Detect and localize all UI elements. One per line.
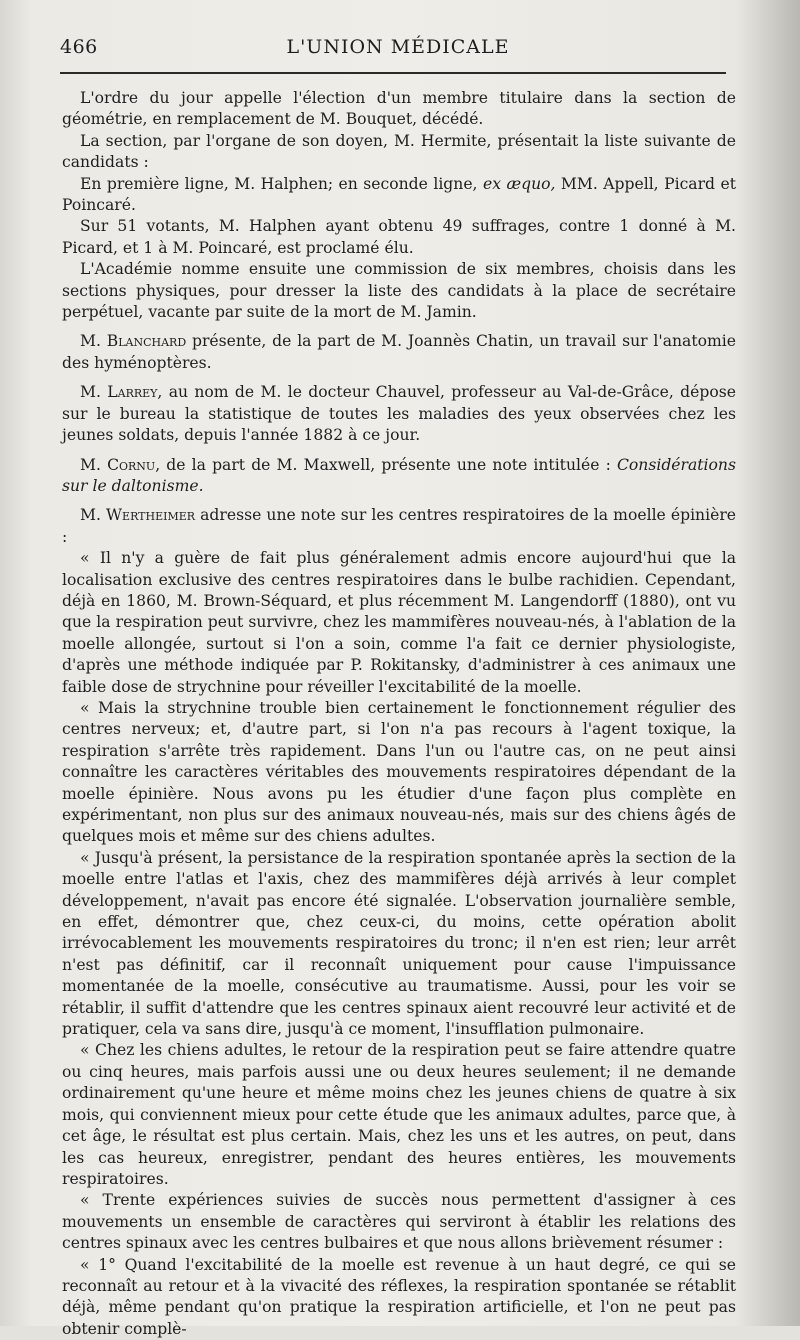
page-number: 466: [60, 36, 98, 58]
italic-text: Considérations sur le daltonisme.: [62, 455, 736, 495]
journal-title: L'UNION MÉDICALE: [286, 36, 510, 58]
text-run: présente, de la part de M. Joannès Chatin, un travail sur l'anatomie des hyménoptères.: [62, 332, 736, 372]
text-run: adresse une note sur les centres respiratoires de la moelle épinière :: [62, 506, 736, 546]
text-run: Sur 51 votants, M. Halphen ayant obtenu 49 suffrages, contre 1 donné à M. Picard, et 1 à M. Poincaré, est proclamé élu.: [62, 217, 736, 257]
author-name: Cornu: [107, 455, 156, 474]
text-run: L'ordre du jour appelle l'élection d'un membre titulaire dans la section de géométrie, en remplacement de M. Bouquet, décédé.: [62, 89, 736, 129]
paragraph-p7: [62, 382, 736, 446]
text-run: « Jusqu'à présent, la persistance de la respiration spontanée après la section de la moelle entre l'atlas et l'axis, chez des mammifères déjà arrivés à leur complet développement, n'avait pas encore été signalée. L'observation journalière semble, en effet, démontrer que, chez ceux-ci, du moins, cette opération abolit irrévocablement les mouvements respiratoires du tronc; il n'en est rien; leur arrêt n'est pas définitif, car il reconnaît uniquement pour cause l'impuissance momentanée de la moelle, consécutive au traumatisme. Aussi, pour les voir se rétablir, il suffit d'attendre que les centres spinaux aient recouvré leur activité et de pratiquer, cela va sans dire, jusqu'à ce moment, l'insufflation pulmonaire.: [62, 848, 736, 1039]
text-run: « Chez les chiens adultes, le retour de la respiration peut se faire attendre quatre ou cinq heures, mais parfois aussi une ou deux heures seulement; il ne demande ordinairement qu'une heure et même moins chez les jeunes chiens de quatre à six mois, qui conviennent mieux pour cette étude que les animaux adultes, parce que, à cet âge, le résultat est plus certain. Mais, chez les uns et les autres, on peut, dans les cas heureux, enregistrer, pendant des heures entières, les mouvements respiratoires.: [62, 1041, 736, 1188]
text-run: MM. Appell, Picard et Poincaré.: [62, 174, 736, 215]
paragraph-p1: [62, 88, 736, 131]
text-run: La section, par l'organe de son doyen, M. Hermite, présentait la liste suivante de candidats :: [62, 131, 736, 172]
text-run: , de la part de M. Maxwell, présente une note intitulée :: [155, 455, 617, 474]
paragraph-p9: [62, 505, 736, 548]
paragraph-p6: [62, 331, 736, 374]
text-run: M.: [80, 506, 107, 525]
header-rule: [60, 72, 726, 74]
author-name: Larrey: [107, 383, 158, 402]
page-header: [60, 36, 736, 66]
author-name: Wertheimer: [106, 506, 196, 525]
paragraph-p11: [62, 698, 736, 848]
text-run: L'Académie nomme ensuite une commission de six membres, choisis dans les sections physiques, pour dresser la liste des candidats à la place de secrétaire perpétuel, vacante par suite de la mort de M. Jamin.: [62, 260, 736, 322]
text-run: M.: [80, 383, 108, 402]
text-run: M.: [80, 332, 107, 351]
article-body: [62, 88, 736, 1340]
text-run: « 1° Quand l'excitabilité de la moelle est revenue à un haut degré, ce qui se reconnaît au retour et à la vivacité des réflexes, la respiration spontanée se rétablit déjà, même pendant qu'on pratique la respiration artificielle, et l'on ne peut pas obtenir complè-: [62, 1255, 736, 1338]
paragraph-p4: [62, 216, 736, 259]
paragraph-p12: [62, 848, 736, 1041]
text-run: « Mais la strychnine trouble bien certainement le fonctionnement régulier des centres nerveux; et, d'autre part, si l'on n'a pas recours à l'agent toxique, la respiration s'arrête très rapidement. Dans l'un ou l'autre cas, on ne peut ainsi connaître les caractères véritables des mouvements respiratoires dépendant de la moelle épinière. Nous avons pu les étudier d'une façon plus complète en expérimentant, non plus sur des animaux nouveau-nés, mais sur des chiens âgés de quelques mois et même sur des chiens adultes.: [62, 698, 736, 846]
text-run: « Il n'y a guère de fait plus généralement admis encore aujourd'hui que la localisation exclusive des centres respiratoires dans le bulbe rachidien. Cependant, déjà en 1860, M. Brown-Séquard, et plus récemment M. Langendorff (1880), ont vu que la respiration peut survivre, chez les mammifères nouveau-nés, à l'ablation de la moelle allongée, surtout si l'on a soin, comme l'a fait ce dernier physiologiste, d'après une méthode indiquée par P. Rokitansky, d'administrer à ces animaux une faible dose de strychnine pour réveiller l'excitabilité de la moelle.: [62, 549, 736, 696]
paragraph-p13: [62, 1040, 736, 1190]
paragraph-p8: [62, 455, 736, 498]
paragraph-p14: [62, 1190, 736, 1254]
text-run: « Trente expériences suivies de succès nous permettent d'assigner à ces mouvements un ensemble de caractères qui serviront à établir les relations des centres spinaux avec les centres bulbaires et que nous allons brièvement résumer :: [62, 1191, 736, 1253]
paragraph-p5: [62, 259, 736, 323]
text-run: , au nom de M. le docteur Chauvel, professeur au Val-de-Grâce, dépose sur le bureau la statistique de toutes les maladies des yeux observées chez les jeunes soldats, depuis l'année 1882 à ce jour.: [62, 383, 736, 445]
italic-text: ex æquo,: [482, 174, 556, 193]
paragraph-p10: [62, 548, 736, 698]
text-run: M.: [80, 455, 108, 474]
paragraph-p3: [62, 174, 736, 217]
author-name: Blanchard: [106, 332, 187, 351]
text-run: En première ligne, M. Halphen; en seconde ligne,: [80, 174, 483, 193]
paragraph-p2: [62, 131, 736, 174]
paragraph-p15: [62, 1255, 736, 1340]
